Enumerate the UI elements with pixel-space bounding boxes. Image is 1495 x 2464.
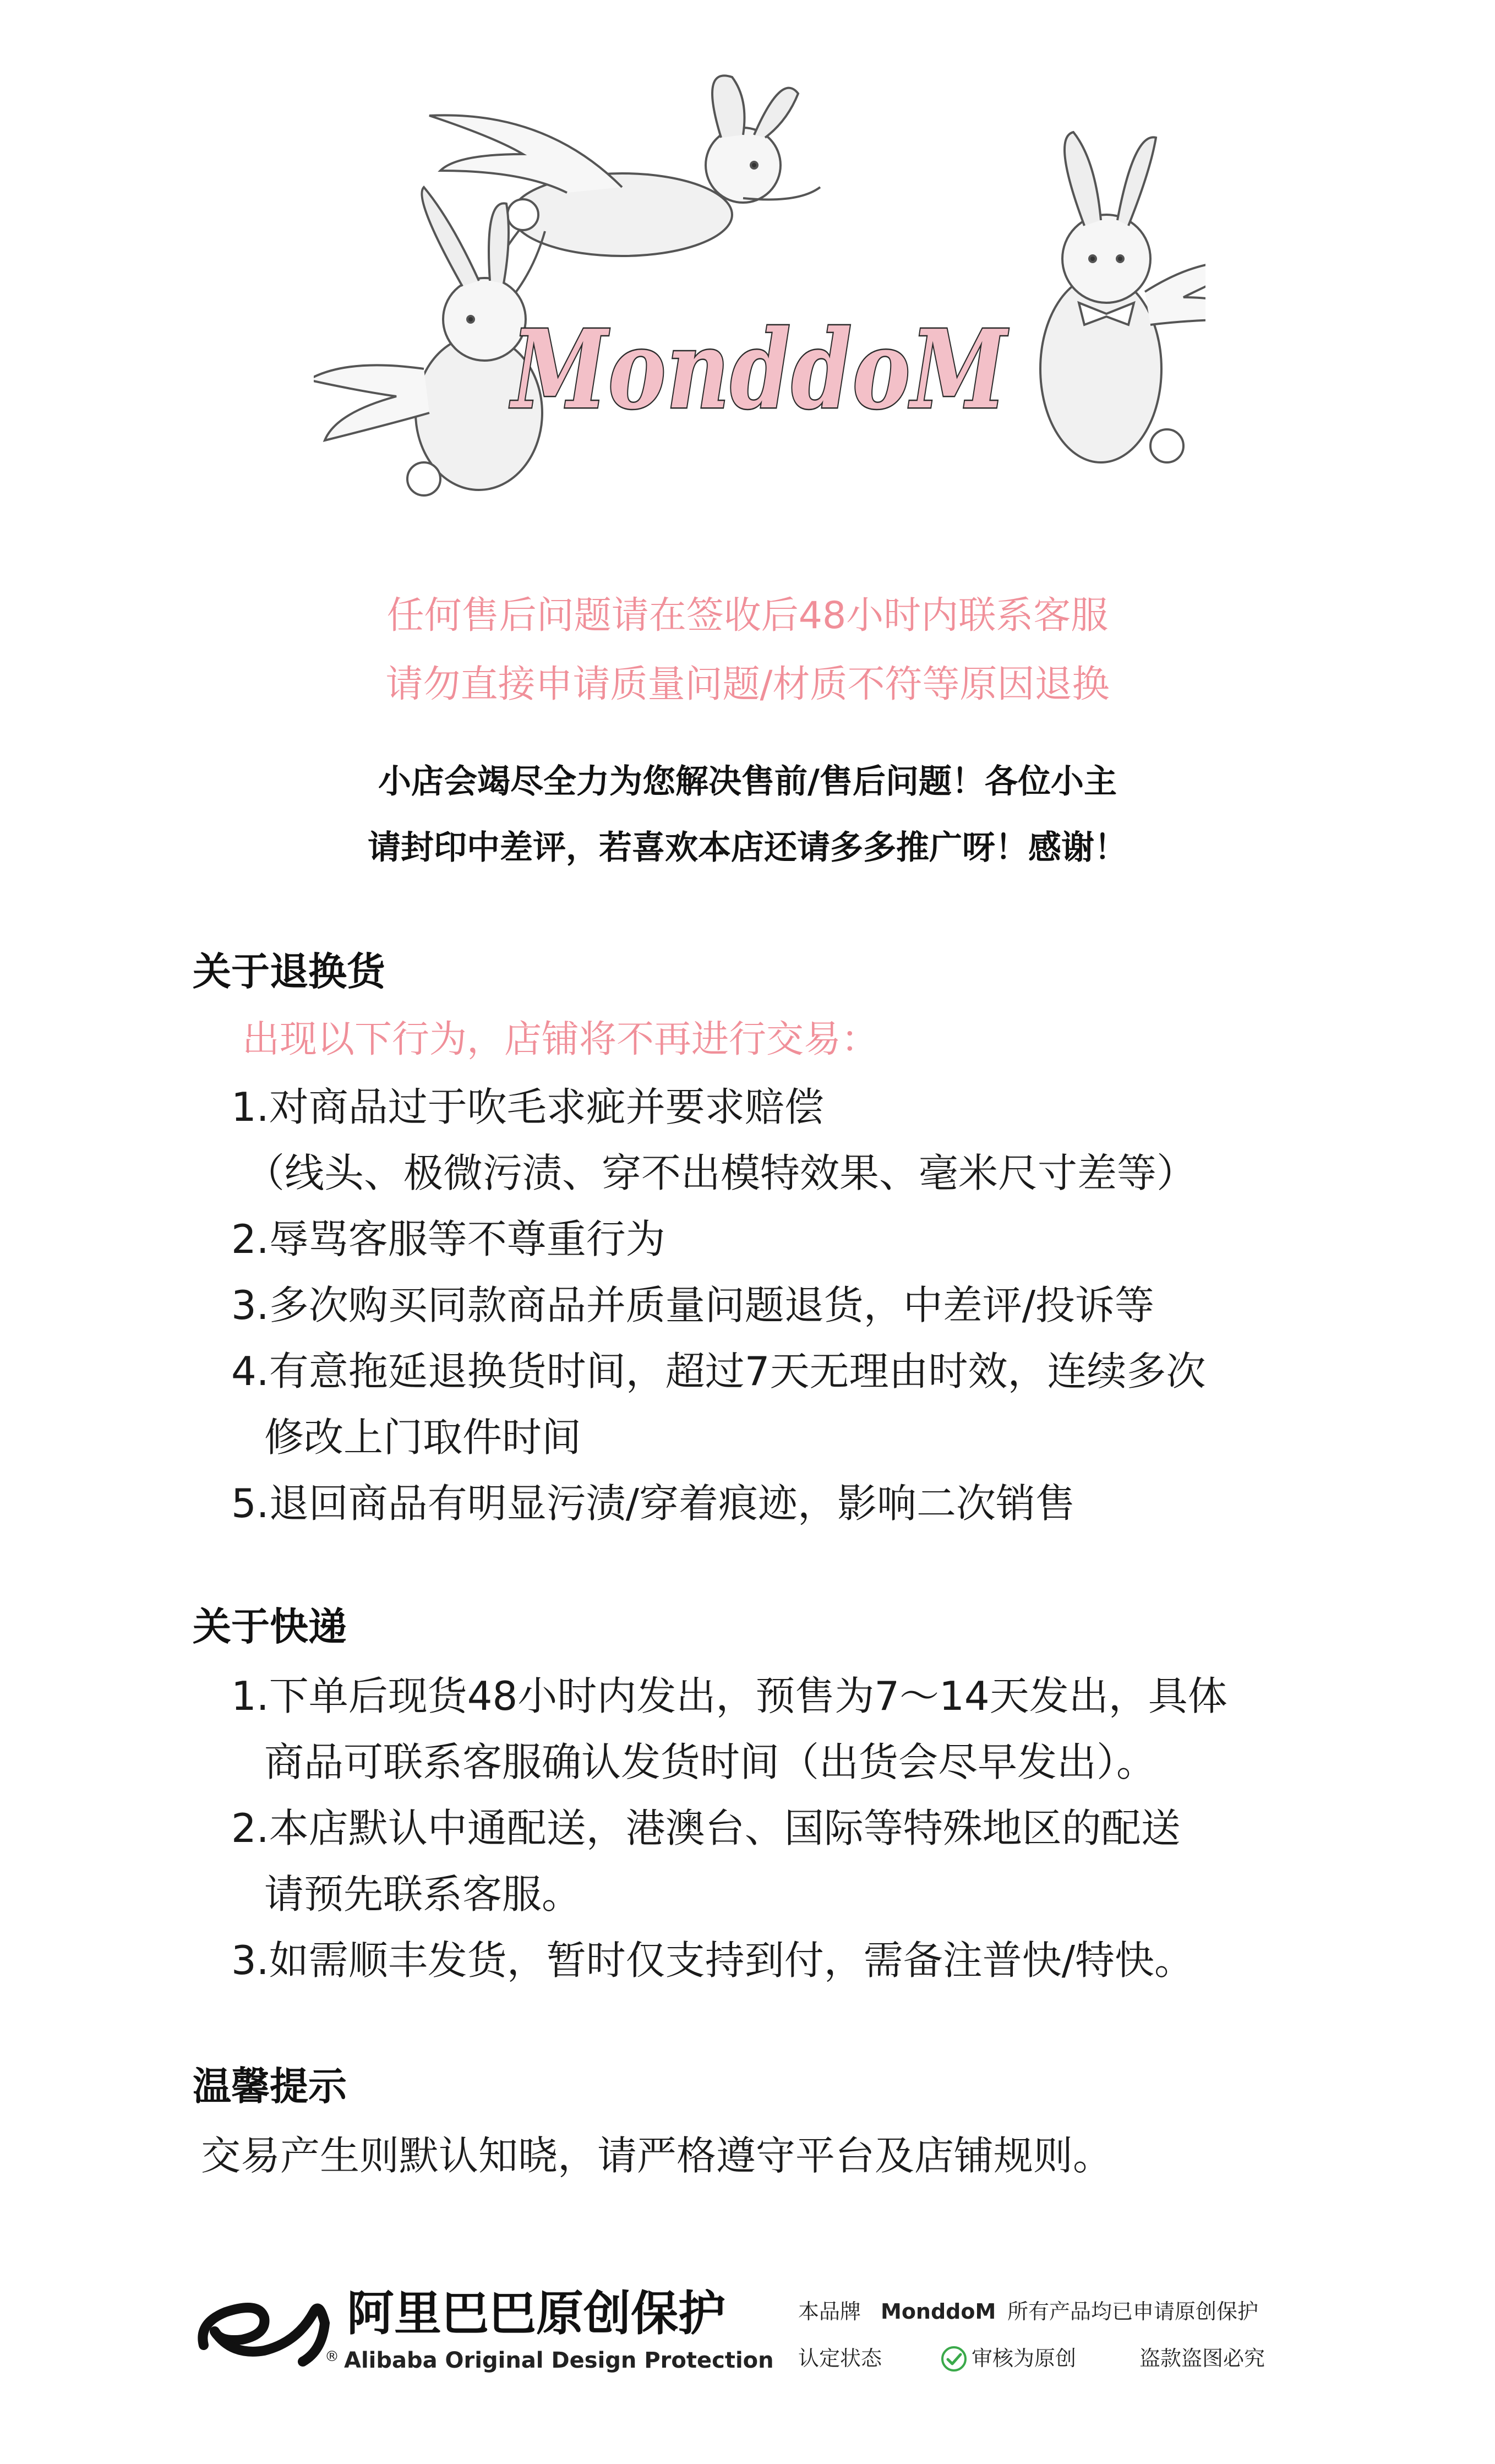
notice-line-3: 小店会竭尽全力为您解决售前/售后问题！各位小主 <box>378 762 1117 801</box>
status-label: 认定状态 <box>798 2346 882 2370</box>
check-circle-icon <box>940 2345 968 2373</box>
brand-logo: MonddoM <box>509 307 1009 433</box>
alibaba-protection-footer <box>193 2279 1321 2389</box>
status-value: 审核为原创 <box>972 2346 1077 2370</box>
brand-line-b: 所有产品均已申请原创保护 <box>1007 2299 1259 2324</box>
returns-item-3: 3.多次购买同款商品并质量问题退货，中差评/投诉等 <box>231 1282 1154 1328</box>
returns-item-1-detail: （线头、极微污渍、穿不出模特效果、毫米尺寸差等） <box>245 1150 1197 1196</box>
tips-text: 交易产生则默认知晓，请严格遵守平台及店铺规则。 <box>201 2133 1113 2179</box>
returns-item-4: 4.有意拖延退换货时间，超过7天无理由时效，连续多次 <box>231 1348 1206 1394</box>
flying-rabbit-illustration <box>429 75 820 303</box>
notice-line-2: 请勿直接申请质量问题/材质不符等原因退换 <box>385 663 1110 706</box>
header-illustration <box>314 61 1205 534</box>
shipping-item-3: 3.如需顺丰发货，暂时仅支持到付，需备注普快/特快。 <box>231 1937 1194 1983</box>
footer-subtitle: Alibaba Original Design Protection <box>344 2348 774 2373</box>
tips-heading: 温馨提示 <box>193 2064 347 2109</box>
notice-line-4: 请封印中差评，若喜欢本店还请多多推广呀！感谢！ <box>368 828 1127 867</box>
returns-item-1: 1.对商品过于吹毛求疵并要求赔偿 <box>231 1084 824 1130</box>
footer-warning: 盗款盗图必究 <box>1139 2346 1265 2370</box>
returns-item-4-cont: 修改上门取件时间 <box>264 1414 582 1460</box>
shipping-item-1: 1.下单后现货48小时内发出，预售为7～14天发出，具体 <box>231 1673 1227 1719</box>
brand-name: MonddoM <box>881 2299 996 2324</box>
shipping-item-2-cont: 请预先联系客服。 <box>264 1871 582 1917</box>
brand-line-a: 本品牌 <box>798 2299 861 2324</box>
alibaba-logo-icon <box>193 2290 341 2373</box>
shipping-item-2: 2.本店默认中通配送，港澳台、国际等特殊地区的配送 <box>231 1805 1181 1851</box>
right-rabbit-illustration <box>1040 132 1205 462</box>
footer-title: 阿里巴巴原创保护 <box>347 2286 725 2341</box>
returns-item-2: 2.辱骂客服等不尊重行为 <box>231 1216 665 1262</box>
shipping-item-1-cont: 商品可联系客服确认发货时间（出货会尽早发出）。 <box>264 1739 1156 1785</box>
registered-mark: ® <box>325 2348 339 2365</box>
notice-line-1: 任何售后问题请在签收后48小时内联系客服 <box>386 594 1109 637</box>
returns-subheading: 出现以下行为，店铺将不再进行交易： <box>242 1018 879 1061</box>
shipping-heading: 关于快递 <box>193 1604 347 1649</box>
returns-heading: 关于退换货 <box>193 949 385 994</box>
returns-item-5: 5.退回商品有明显污渍/穿着痕迹，影响二次销售 <box>231 1480 1075 1527</box>
left-rabbit-illustration <box>314 187 542 495</box>
